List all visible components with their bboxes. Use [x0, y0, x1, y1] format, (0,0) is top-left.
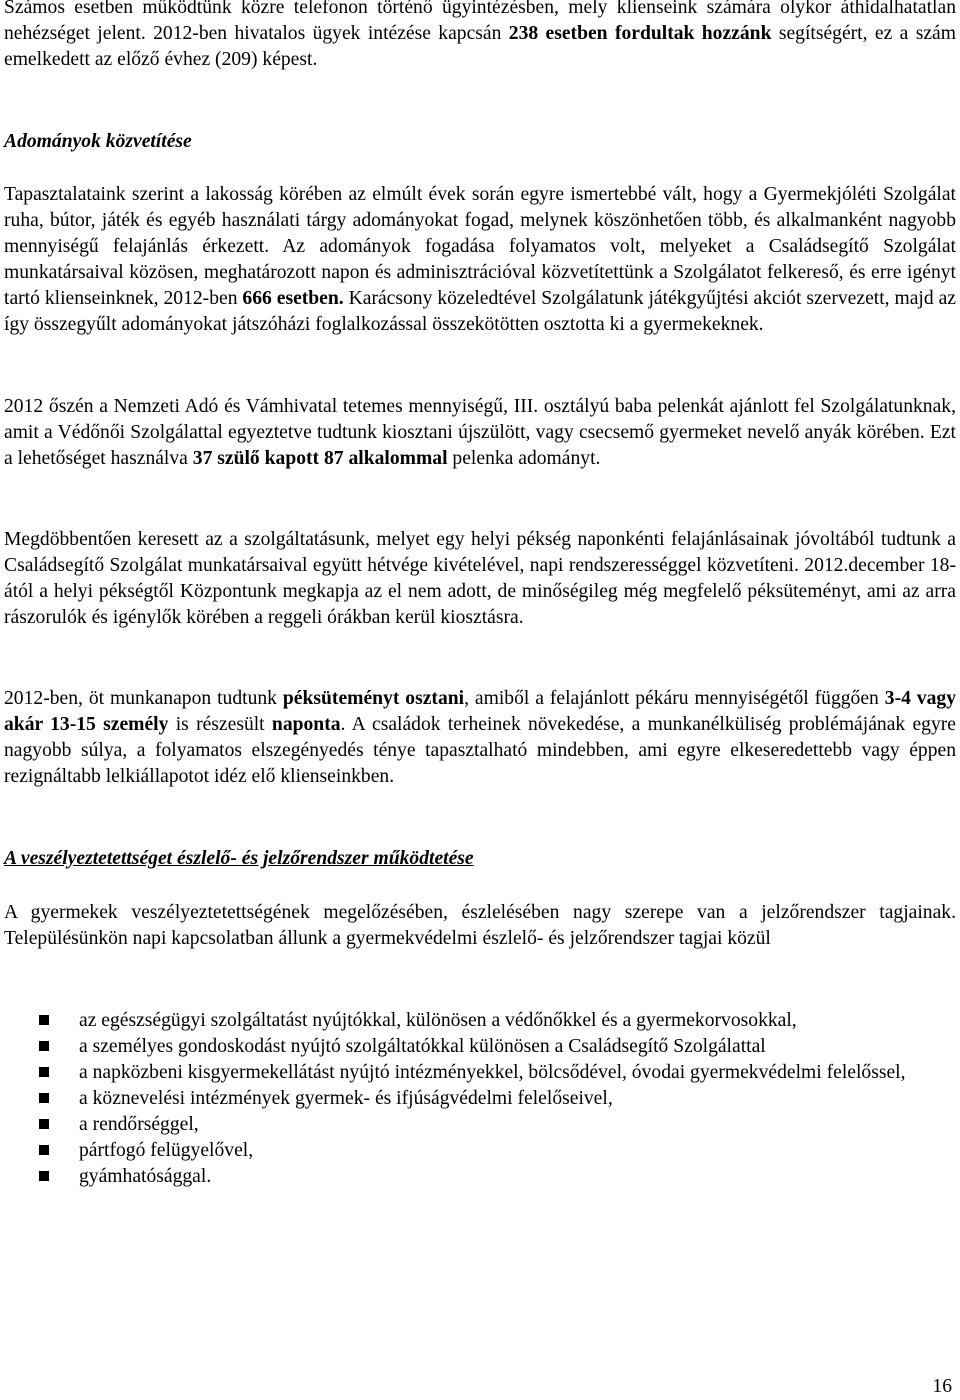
bullet-square-icon — [39, 1067, 49, 1077]
bold-run: 37 szülő kapott 87 alkalommal — [192, 448, 448, 469]
partner-list — [4, 1008, 956, 1190]
bullet-square-icon — [39, 1041, 49, 1051]
list-item-text: a napközbeni kisgyermekellátást nyújtó intézményekkel, bölcsődével, óvodai gyermekvédelmi felelőssel, — [79, 1062, 906, 1083]
bullet-square-icon — [39, 1093, 49, 1103]
text-run: Számos esetben működtünk közre telefonon történő ügyintézésben, mely klienseink számára olykor áthidalhatatlan nehézséget jelent. 2012-ben hivatalos ügyek intézése kapcsán — [4, 0, 956, 44]
text-run: segítségért, ez a szám emelkedett az előző évhez (209) képest. — [4, 23, 956, 70]
text-run: Tapasztalataink szerint a lakosság körében az elmúlt évek során egyre ismertebbé vált, hogy a Gyermekjóléti Szolgálat ruha, bútor, játék és egyéb használati tárgy adományokat fogad, melynek köszönhetően több, és alkalmanként nagyobb mennyiségű felajánlás érkezett. Az adományok fogadása folyamatos volt, melyeket a Családsegítő Szolgálat munkatársaival közösen, meghatározott napon és adminisztrációval közvetítettünk a Szolgálatot felkereső, és erre igényt tartó klienseinknek, 2012-ben — [4, 184, 956, 309]
text-run: Karácsony közeledtével Szolgálatunk játékgyűjtési akciót szervezett, majd az így összegyűlt adományokat játszóházi foglalkozással összekötötten osztotta ki a gyermekeknek. — [4, 288, 956, 335]
bullet-square-icon — [39, 1015, 49, 1025]
text-run: 2012-ben, öt munkanapon tudtunk — [4, 688, 283, 709]
list-item-text: a köznevelési intézmények gyermek- és ifjúságvédelmi felelőseivel, — [79, 1088, 613, 1109]
text-run: is részesült — [168, 714, 272, 735]
list-item — [4, 1060, 956, 1086]
list-item — [4, 1112, 956, 1138]
list-item — [4, 1138, 956, 1164]
list-item-text: a rendőrséggel, — [79, 1114, 199, 1135]
donations-paragraph-4 — [4, 686, 956, 790]
donations-paragraph-2 — [4, 394, 956, 472]
signal-system-paragraph: A gyermekek veszélyeztetettségének megelőzésében, észlelésében nagy szerepe van a jelzőrendszer tagjainak. Településünkön napi kapcsolatban állunk a gyermekvédelmi észlelő- és jelzőrendszer tagjai közül — [4, 902, 956, 949]
donations-paragraph-1 — [4, 182, 956, 338]
list-item — [4, 1008, 956, 1034]
list-item-text: a személyes gondoskodást nyújtó szolgáltatókkal különösen a Családsegítő Szolgálattal — [79, 1036, 766, 1057]
intro-paragraph — [4, 0, 956, 73]
text-run: 2012 őszén a Nemzeti Adó és Vámhivatal tetemes mennyiségű, III. osztályú baba pelenkát ajánlott fel Szolgálatunknak, amit a Védőnői Szolgálattal egyeztetve tudtunk kiosztani újszülött, vagy csecsemő gyermeket nevelő anyák körében. Ezt a lehetőséget használva — [4, 396, 956, 469]
section-heading-donations: Adományok közvetítése — [4, 131, 192, 152]
list-item — [4, 1086, 956, 1112]
bold-run: naponta — [271, 714, 341, 735]
bullet-square-icon — [39, 1145, 49, 1155]
bullet-square-icon — [39, 1119, 49, 1129]
list-item — [4, 1034, 956, 1060]
list-item — [4, 1164, 956, 1190]
text-run: . A családok terheinek növekedése, a munkanélküliség problémájának egyre nagyobb súlya, a folyamatos elszegényedés ténye tapasztalható mindebben, ami egyre elkeseredettebb vagy éppen rezignáltabb lelkiállapotot idéz elő klienseinkben. — [4, 714, 956, 787]
page-number: 16 — [932, 1376, 952, 1397]
text-run: , amiből a felajánlott pékáru mennyiségétől függően — [464, 688, 885, 709]
bold-run: 666 esetben. — [242, 288, 344, 309]
list-item-text: pártfogó felügyelővel, — [79, 1140, 254, 1161]
text-run: pelenka adományt. — [447, 448, 601, 469]
bold-run: 238 esetben fordultak hozzánk — [508, 23, 772, 44]
section-heading-signal-system: A veszélyeztetettséget észlelő- és jelzőrendszer működtetése — [4, 848, 474, 869]
list-item-text: gyámhatósággal. — [79, 1166, 212, 1187]
donations-paragraph-3: Megdöbbentően keresett az a szolgáltatásunk, melyet egy helyi pékség naponkénti felajánlásainak jóvoltából tudtunk a Családsegítő Szolgálat munkatársaival együtt hétvége kivételével, napi rendszerességgel közvetíteni. 2012.december 18-ától a helyi pékségtől Központunk megkapja az el nem adott, de minőségileg még megfelelő péksüteményt, ami az arra rászorulók és igénylők körében a reggeli órákban kerül kiosztásra. — [4, 529, 956, 628]
bold-run: péksüteményt osztani — [282, 688, 465, 709]
bold-run: 3-4 vagy akár 13-15 személy — [4, 688, 956, 735]
list-item-text: az egészségügyi szolgáltatást nyújtókkal, különösen a védőnőkkel és a gyermekorvosokkal, — [79, 1010, 797, 1031]
bullet-square-icon — [39, 1171, 49, 1181]
